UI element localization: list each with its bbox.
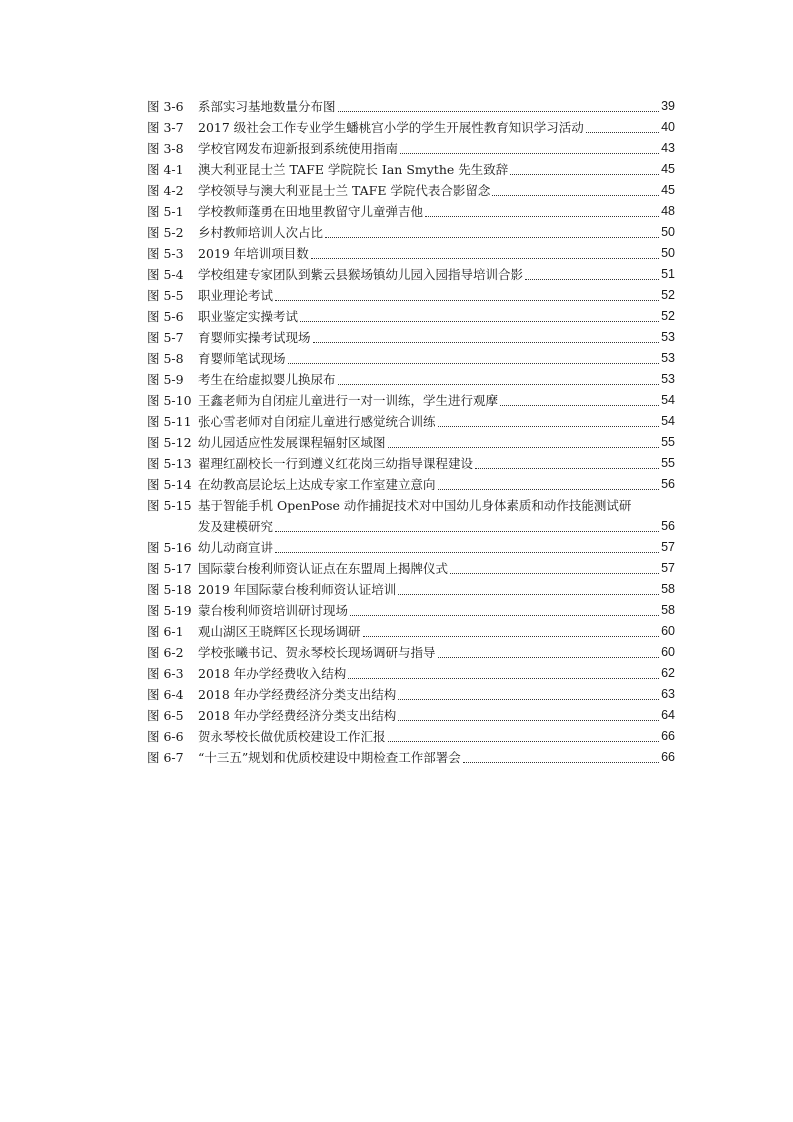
figure-number: 图 6-4 bbox=[147, 687, 184, 702]
page-number: 40 bbox=[661, 120, 675, 134]
page-number: 53 bbox=[661, 372, 675, 386]
toc-entry[interactable] bbox=[147, 159, 675, 180]
page-number: 45 bbox=[661, 183, 675, 197]
figure-title: 翟理红副校长一行到遵义红花岗三幼指导课程建设 bbox=[198, 456, 474, 471]
page-number: 43 bbox=[661, 141, 675, 155]
page-number: 54 bbox=[661, 393, 675, 407]
figure-title: 乡村教师培训人次占比 bbox=[198, 225, 324, 240]
toc-entry[interactable] bbox=[147, 495, 675, 537]
toc-entry[interactable] bbox=[147, 117, 675, 138]
figure-number: 图 6-6 bbox=[147, 729, 184, 744]
dot-leader bbox=[438, 657, 660, 658]
toc-entry[interactable] bbox=[147, 96, 675, 117]
dot-leader bbox=[338, 111, 660, 112]
page-number: 66 bbox=[661, 750, 675, 764]
dot-leader bbox=[388, 741, 660, 742]
toc-entry[interactable] bbox=[147, 642, 675, 663]
page-number: 52 bbox=[661, 309, 675, 323]
dot-leader bbox=[438, 426, 660, 427]
toc-entry[interactable] bbox=[147, 537, 675, 558]
figure-title: 贺永琴校长做优质校建设工作汇报 bbox=[198, 729, 386, 744]
page-number: 53 bbox=[661, 330, 675, 344]
figure-number: 图 5-8 bbox=[147, 351, 184, 366]
toc-entry[interactable] bbox=[147, 306, 675, 327]
dot-leader bbox=[275, 300, 659, 301]
figure-title: “十三五”规划和优质校建设中期检查工作部署会 bbox=[198, 750, 461, 765]
page-number: 55 bbox=[661, 456, 675, 470]
page-number: 52 bbox=[661, 288, 675, 302]
dot-leader bbox=[288, 363, 660, 364]
dot-leader bbox=[388, 447, 660, 448]
page-number: 57 bbox=[661, 540, 675, 554]
figure-number: 图 5-16 bbox=[147, 540, 192, 555]
toc-entry[interactable] bbox=[147, 327, 675, 348]
figure-title: 系部实习基地数量分布图 bbox=[198, 99, 336, 114]
figure-number: 图 4-2 bbox=[147, 183, 184, 198]
figure-number: 图 5-2 bbox=[147, 225, 184, 240]
figure-title: 2018 年办学经费经济分类支出结构 bbox=[198, 687, 397, 702]
dot-leader bbox=[586, 132, 659, 133]
dot-leader bbox=[363, 636, 660, 637]
figure-title: 学校教师蓬勇在田地里教留守儿童弹吉他 bbox=[198, 204, 424, 219]
page-number: 56 bbox=[661, 477, 675, 491]
toc-entry[interactable] bbox=[147, 558, 675, 579]
dot-leader bbox=[425, 216, 659, 217]
dot-leader bbox=[398, 699, 659, 700]
figure-title: 职业鉴定实操考试 bbox=[198, 309, 299, 324]
figure-title: 幼儿动商宣讲 bbox=[198, 540, 274, 555]
dot-leader bbox=[450, 573, 659, 574]
dot-leader bbox=[275, 531, 659, 532]
toc-entry[interactable] bbox=[147, 684, 675, 705]
dot-leader bbox=[500, 405, 659, 406]
toc-entry[interactable] bbox=[147, 453, 675, 474]
page-number: 60 bbox=[661, 624, 675, 638]
dot-leader bbox=[510, 174, 659, 175]
figure-number: 图 5-7 bbox=[147, 330, 184, 345]
dot-leader bbox=[438, 489, 660, 490]
toc-entry[interactable] bbox=[147, 705, 675, 726]
figure-number: 图 5-15 bbox=[147, 498, 192, 513]
toc-entry[interactable] bbox=[147, 138, 675, 159]
figure-title: 2019 年国际蒙台梭利师资认证培训 bbox=[198, 582, 397, 597]
dot-leader bbox=[348, 678, 659, 679]
figure-number: 图 4-1 bbox=[147, 162, 184, 177]
figure-number: 图 5-9 bbox=[147, 372, 184, 387]
page-number: 53 bbox=[661, 351, 675, 365]
toc-entry[interactable] bbox=[147, 432, 675, 453]
figure-number: 图 6-7 bbox=[147, 750, 184, 765]
figure-title: 考生在给虚拟婴儿换尿布 bbox=[198, 372, 336, 387]
page-number: 58 bbox=[661, 603, 675, 617]
page-number: 62 bbox=[661, 666, 675, 680]
figure-title: 在幼教高层论坛上达成专家工作室建立意向 bbox=[198, 477, 436, 492]
page-number: 55 bbox=[661, 435, 675, 449]
toc-entry[interactable] bbox=[147, 621, 675, 642]
dot-leader bbox=[525, 279, 659, 280]
figure-number: 图 5-14 bbox=[147, 477, 192, 492]
figure-number: 图 5-6 bbox=[147, 309, 184, 324]
figure-number: 图 5-17 bbox=[147, 561, 192, 576]
dot-leader bbox=[350, 615, 659, 616]
figure-title: 观山湖区王晓辉区长现场调研 bbox=[198, 624, 361, 639]
toc-entry[interactable] bbox=[147, 747, 675, 768]
dot-leader bbox=[400, 153, 659, 154]
figure-index-list bbox=[147, 96, 675, 768]
dot-leader bbox=[338, 384, 660, 385]
figure-number: 图 5-3 bbox=[147, 246, 184, 261]
figure-number: 图 5-12 bbox=[147, 435, 192, 450]
figure-number: 图 5-11 bbox=[147, 414, 192, 429]
dot-leader bbox=[300, 321, 659, 322]
dot-leader bbox=[311, 258, 659, 259]
toc-entry[interactable] bbox=[147, 243, 675, 264]
figure-title: 王鑫老师为自闭症儿童进行一对一训练，学生进行观摩 bbox=[198, 393, 499, 408]
toc-entry[interactable] bbox=[147, 348, 675, 369]
toc-entry[interactable] bbox=[147, 285, 675, 306]
page-number: 56 bbox=[661, 519, 675, 533]
figure-title: 学校张曦书记、贺永琴校长现场调研与指导 bbox=[198, 645, 436, 660]
figure-title: 学校官网发布迎新报到系统使用指南 bbox=[198, 141, 399, 156]
toc-entry[interactable] bbox=[147, 663, 675, 684]
page-number: 63 bbox=[661, 687, 675, 701]
toc-entry[interactable] bbox=[147, 369, 675, 390]
page-number: 64 bbox=[661, 708, 675, 722]
figure-number: 图 3-7 bbox=[147, 120, 184, 135]
page-number: 58 bbox=[661, 582, 675, 596]
figure-number: 图 5-5 bbox=[147, 288, 184, 303]
figure-number: 图 6-1 bbox=[147, 624, 184, 639]
figure-title: 蒙台梭利师资培训研讨现场 bbox=[198, 603, 349, 618]
figure-title: 2019 年培训项目数 bbox=[198, 246, 309, 261]
figure-number: 图 5-13 bbox=[147, 456, 192, 471]
dot-leader bbox=[463, 762, 659, 763]
figure-title: 基于智能手机 OpenPose 动作捕捉技术对中国幼儿身体素质和动作技能测试研 bbox=[198, 498, 632, 513]
figure-title: 幼儿园适应性发展课程辐射区域图 bbox=[198, 435, 386, 450]
toc-entry[interactable] bbox=[147, 726, 675, 747]
figure-number: 图 5-1 bbox=[147, 204, 184, 219]
dot-leader bbox=[475, 468, 659, 469]
figure-title: 张心雪老师对自闭症儿童进行感觉统合训练 bbox=[198, 414, 436, 429]
toc-entry[interactable] bbox=[147, 390, 675, 411]
figure-number: 图 6-5 bbox=[147, 708, 184, 723]
toc-entry[interactable] bbox=[147, 180, 675, 201]
figure-title: 育婴师笔试现场 bbox=[198, 351, 286, 366]
page-number: 50 bbox=[661, 246, 675, 260]
figure-title: 2018 年办学经费收入结构 bbox=[198, 666, 347, 681]
toc-entry[interactable] bbox=[147, 474, 675, 495]
page-number: 48 bbox=[661, 204, 675, 218]
page-number: 60 bbox=[661, 645, 675, 659]
dot-leader bbox=[313, 342, 660, 343]
dot-leader bbox=[398, 720, 659, 721]
figure-title: 澳大利亚昆士兰 TAFE 学院院长 Ian Smythe 先生致辞 bbox=[198, 162, 509, 177]
toc-entry[interactable] bbox=[147, 600, 675, 621]
figure-title: 育婴师实操考试现场 bbox=[198, 330, 311, 345]
page-number: 54 bbox=[661, 414, 675, 428]
figure-title: 2017 级社会工作专业学生蟠桃宫小学的学生开展性教育知识学习活动 bbox=[198, 120, 584, 135]
figure-number: 图 6-3 bbox=[147, 666, 184, 681]
figure-title: 2018 年办学经费经济分类支出结构 bbox=[198, 708, 397, 723]
figure-number: 图 5-4 bbox=[147, 267, 184, 282]
figure-title-continued: 发及建模研究 bbox=[198, 519, 274, 534]
page-number: 66 bbox=[661, 729, 675, 743]
toc-entry[interactable] bbox=[147, 222, 675, 243]
dot-leader bbox=[398, 594, 659, 595]
page-number: 57 bbox=[661, 561, 675, 575]
page-number: 51 bbox=[661, 267, 675, 281]
toc-entry[interactable] bbox=[147, 201, 675, 222]
toc-entry[interactable] bbox=[147, 411, 675, 432]
toc-entry[interactable] bbox=[147, 264, 675, 285]
figure-title: 学校组建专家团队到紫云县猴场镇幼儿园入园指导培训合影 bbox=[198, 267, 524, 282]
figure-number: 图 3-6 bbox=[147, 99, 184, 114]
figure-number: 图 3-8 bbox=[147, 141, 184, 156]
dot-leader bbox=[492, 195, 659, 196]
dot-leader bbox=[275, 552, 659, 553]
page-number: 45 bbox=[661, 162, 675, 176]
page-number: 39 bbox=[661, 99, 675, 113]
figure-number: 图 6-2 bbox=[147, 645, 184, 660]
figure-title: 职业理论考试 bbox=[198, 288, 274, 303]
figure-title: 国际蒙台梭利师资认证点在东盟周上揭牌仪式 bbox=[198, 561, 449, 576]
figure-number: 图 5-19 bbox=[147, 603, 192, 618]
dot-leader bbox=[325, 237, 659, 238]
figure-number: 图 5-10 bbox=[147, 393, 192, 408]
figure-number: 图 5-18 bbox=[147, 582, 192, 597]
page-number: 50 bbox=[661, 225, 675, 239]
toc-entry[interactable] bbox=[147, 579, 675, 600]
figure-title: 学校领导与澳大利亚昆士兰 TAFE 学院代表合影留念 bbox=[198, 183, 491, 198]
